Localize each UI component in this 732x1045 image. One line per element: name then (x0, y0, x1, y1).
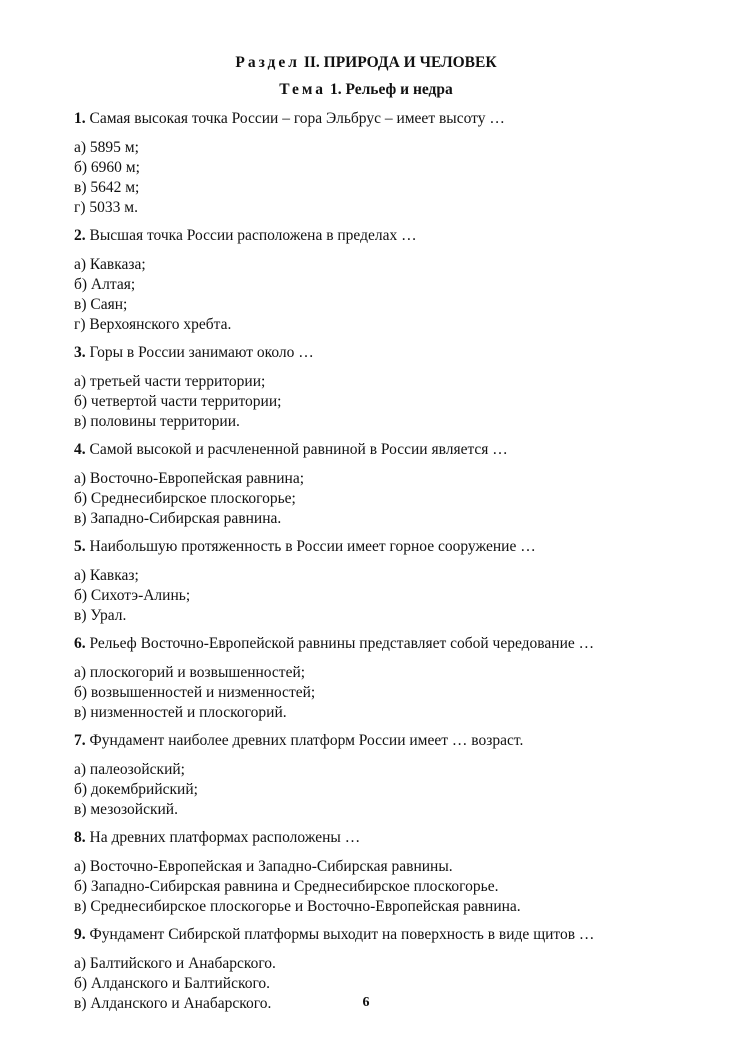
question-number: 9. (74, 926, 86, 943)
question-text (74, 108, 674, 129)
question-text (74, 827, 674, 848)
answer-option: б) Среднесибирское плоскогорье; (74, 490, 296, 507)
answer-option: а) 5895 м; (74, 139, 139, 156)
section-title (0, 54, 732, 72)
answer-option: в) Урал. (74, 607, 127, 624)
answer-options (74, 255, 674, 335)
answer-options (74, 663, 674, 723)
question-text (74, 730, 674, 751)
question-number: 3. (74, 344, 86, 361)
topic-title (0, 81, 732, 99)
question-number: 4. (74, 441, 86, 458)
question-text (74, 633, 674, 654)
question-number: 2. (74, 227, 86, 244)
answer-option: б) Алданского и Балтийского. (74, 975, 271, 992)
answer-options (74, 857, 674, 917)
answer-option: б) Сихотэ-Алинь; (74, 587, 191, 604)
question-block (74, 536, 674, 626)
answer-option: б) Алтая; (74, 276, 136, 293)
question-text (74, 924, 674, 945)
question-block (74, 342, 674, 432)
question-block (74, 108, 674, 218)
section-name: II. ПРИРОДА И ЧЕЛОВЕК (299, 54, 497, 71)
question-prompt: На древних платформах расположены … (85, 829, 361, 846)
question-text (74, 439, 674, 460)
answer-option: а) палеозойский; (74, 761, 185, 778)
topic-name: 1. Рельеф и недра (326, 81, 453, 98)
answer-option: в) половины территории. (74, 413, 240, 430)
question-block (74, 439, 674, 529)
question-block (74, 633, 674, 723)
question-prompt: Самой высокой и расчлененной равниной в России является … (85, 441, 508, 458)
question-number: 8. (74, 829, 86, 846)
answer-option: в) Алданского и Анабарского. (74, 995, 272, 1012)
section-prefix: Раздел (235, 54, 300, 71)
answer-option: б) четвертой части территории; (74, 393, 282, 410)
answer-option: г) 5033 м. (74, 199, 138, 216)
answer-option: б) докембрийский; (74, 781, 198, 798)
page-number: 6 (362, 995, 370, 1010)
question-number: 6. (74, 635, 86, 652)
answer-option: в) 5642 м; (74, 179, 140, 196)
answer-option: в) Западно-Сибирская равнина. (74, 510, 282, 527)
question-prompt: Высшая точка России расположена в пределах … (85, 227, 417, 244)
question-text (74, 342, 674, 363)
answer-options (74, 372, 674, 432)
answer-options (74, 566, 674, 626)
question-number: 1. (74, 110, 86, 127)
question-block (74, 225, 674, 335)
topic-prefix: Тема (279, 81, 327, 98)
question-text (74, 225, 674, 246)
answer-option: в) низменностей и плоскогорий. (74, 704, 287, 721)
question-list (74, 108, 674, 1021)
answer-option: б) 6960 м; (74, 159, 140, 176)
question-prompt: Наибольшую протяженность в России имеет горное сооружение … (85, 538, 536, 555)
question-number: 5. (74, 538, 86, 555)
answer-options (74, 138, 674, 218)
answer-options (74, 469, 674, 529)
question-text (74, 536, 674, 557)
answer-option: а) Балтийского и Анабарского. (74, 955, 276, 972)
question-prompt: Рельеф Восточно-Европейской равнины представляет собой чередование … (85, 635, 595, 652)
answer-option: в) мезозойский. (74, 801, 178, 818)
answer-option: в) Среднесибирское плоскогорье и Восточно-Европейская равнина. (74, 898, 521, 915)
answer-options (74, 760, 674, 820)
answer-option: а) плоскогорий и возвышенностей; (74, 664, 306, 681)
question-prompt: Горы в России занимают около … (85, 344, 314, 361)
question-prompt: Фундамент Сибирской платформы выходит на поверхность в виде щитов … (85, 926, 595, 943)
question-prompt: Самая высокая точка России – гора Эльбрус – имеет высоту … (85, 110, 505, 127)
question-prompt: Фундамент наиболее древних платформ России имеет … возраст. (85, 732, 524, 749)
question-block (74, 730, 674, 820)
answer-option: б) возвышенностей и низменностей; (74, 684, 316, 701)
answer-option: а) Кавказа; (74, 256, 146, 273)
answer-option: а) третьей части территории; (74, 373, 266, 390)
question-number: 7. (74, 732, 86, 749)
answer-option: в) Саян; (74, 296, 128, 313)
answer-option: б) Западно-Сибирская равнина и Среднесибирское плоскогорье. (74, 878, 499, 895)
answer-option: а) Восточно-Европейская равнина; (74, 470, 305, 487)
answer-option: а) Восточно-Европейская и Западно-Сибирская равнины. (74, 858, 453, 875)
answer-option: а) Кавказ; (74, 567, 139, 584)
answer-option: г) Верхоянского хребта. (74, 316, 232, 333)
question-block (74, 827, 674, 917)
